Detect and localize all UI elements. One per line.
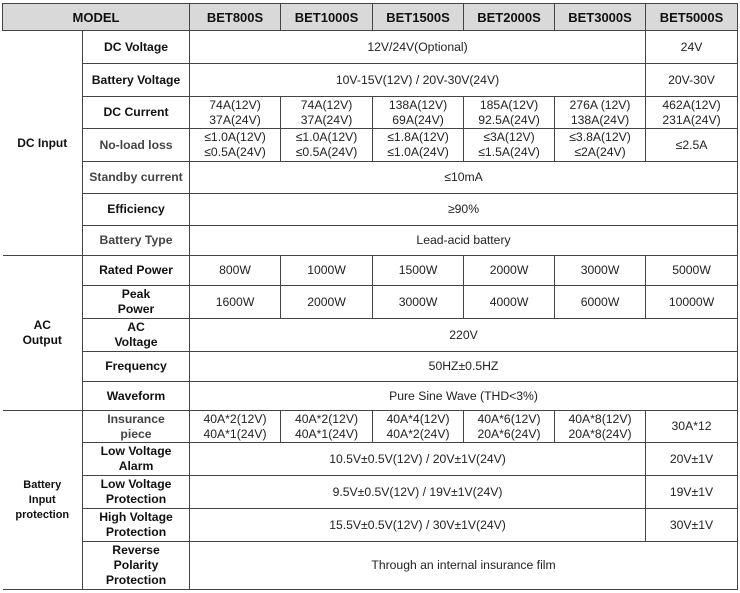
peak-power-label: Peak Power	[83, 286, 190, 319]
dc-current-bet5000s	[646, 97, 738, 129]
low-voltage-protection-row	[3, 476, 738, 509]
dc-current-bet1000s	[281, 97, 373, 129]
battery-type-value: Lead-acid battery	[190, 226, 738, 256]
rated-power-row	[3, 256, 738, 286]
frequency-value: 50HZ±0.5HZ	[190, 352, 738, 382]
dc-current-bet800s-24v: 37A(24V)	[209, 112, 261, 127]
efficiency-label: Efficiency	[83, 194, 190, 226]
dc-current-bet1000s-24v: 37A(24V)	[300, 112, 353, 127]
insurance-piece-bet3000s-12v: 40A*8(12V)	[568, 411, 632, 426]
no-load-loss-bet3000s	[555, 129, 646, 162]
dc-voltage-value: 12V/24V(Optional)	[190, 31, 646, 64]
high-voltage-protection-bet5000s: 30V±1V	[646, 509, 738, 542]
battery-voltage-row	[3, 64, 738, 97]
dc-voltage-row	[3, 31, 738, 64]
dc-current-bet1500s-24v: 69A(24V)	[392, 112, 444, 127]
no-load-loss-bet800s-24v: ≤0.5A(24V)	[204, 145, 266, 159]
dc-current-label: DC Current	[83, 97, 190, 129]
battery-voltage-label: Battery Voltage	[83, 64, 190, 97]
peak-power-bet5000s: 10000W	[646, 286, 738, 319]
standby-current-label: Standby current	[83, 162, 190, 194]
high-voltage-protection-value: 15.5V±0.5V(12V) / 30V±1V(24V)	[190, 509, 646, 542]
peak-power-bet1500s: 3000W	[373, 286, 464, 319]
battery-protection-group-label: Battery Input protection	[3, 411, 83, 590]
no-load-loss-bet1000s-12v: ≤1.0A(12V)	[295, 130, 358, 144]
model-bet2000s-header: BET2000S	[464, 4, 555, 31]
no-load-loss-bet3000s-12v: ≤3.8A(12V)	[569, 130, 631, 144]
dc-current-bet800s	[190, 97, 281, 129]
header-row	[3, 4, 738, 31]
insurance-piece-bet800s-24v: 40A*1(24V)	[203, 426, 267, 441]
low-voltage-alarm-bet5000s: 20V±1V	[646, 443, 738, 476]
insurance-piece-bet3000s-24v: 20A*8(24V)	[568, 426, 632, 441]
insurance-piece-bet1000s-12v: 40A*2(12V)	[295, 411, 359, 426]
waveform-value: Pure Sine Wave (THD<3%)	[190, 382, 738, 411]
dc-input-group-label: DC Input	[3, 31, 83, 256]
ac-voltage-label: AC Voltage	[83, 319, 190, 352]
dc-current-bet2000s	[464, 97, 555, 129]
ac-voltage-value: 220V	[190, 319, 738, 352]
rated-power-bet5000s: 5000W	[646, 256, 738, 286]
no-load-loss-bet2000s-12v: ≤3A(12V)	[483, 130, 535, 144]
dc-current-bet5000s-24v: 231A(24V)	[662, 112, 721, 127]
ac-voltage-row	[3, 319, 738, 352]
peak-power-bet1000s: 2000W	[281, 286, 373, 319]
insurance-piece-bet2000s	[464, 411, 555, 443]
frequency-row	[3, 352, 738, 382]
rated-power-bet1500s: 1500W	[373, 256, 464, 286]
high-voltage-protection-row	[3, 509, 738, 542]
dc-voltage-label: DC Voltage	[83, 31, 190, 64]
no-load-loss-bet2000s-24v: ≤1.5A(24V)	[478, 145, 540, 159]
rated-power-bet1000s: 1000W	[281, 256, 373, 286]
model-header: MODEL	[3, 4, 190, 31]
model-bet3000s-header: BET3000S	[555, 4, 646, 31]
standby-current-row	[3, 162, 738, 194]
dc-current-bet2000s-24v: 92.5A(24V)	[478, 112, 540, 127]
no-load-loss-bet1500s-24v: ≤1.0A(24V)	[387, 145, 449, 159]
insurance-piece-bet5000s: 30A*12	[646, 411, 738, 443]
insurance-piece-bet2000s-12v: 40A*6(12V)	[477, 411, 541, 426]
no-load-loss-bet3000s-24v: ≤2A(24V)	[574, 145, 626, 159]
no-load-loss-bet800s	[190, 129, 281, 162]
insurance-piece-bet1500s-24v: 40A*2(24V)	[386, 426, 450, 441]
no-load-loss-label: No-load loss	[83, 129, 190, 162]
battery-type-label: Battery Type	[83, 226, 190, 256]
model-bet1000s-header: BET1000S	[281, 4, 373, 31]
battery-voltage-bet5000s: 20V-30V	[646, 64, 738, 97]
insurance-piece-bet2000s-24v: 20A*6(24V)	[477, 426, 541, 441]
insurance-piece-bet800s	[190, 411, 281, 443]
no-load-loss-bet5000s: ≤2.5A	[646, 129, 738, 162]
dc-current-bet1000s-12v: 74A(12V)	[300, 97, 353, 112]
dc-current-bet800s-12v: 74A(12V)	[209, 97, 261, 112]
no-load-loss-bet1000s	[281, 129, 373, 162]
dc-current-row	[3, 97, 738, 129]
no-load-loss-bet1500s	[373, 129, 464, 162]
reverse-polarity-row	[3, 542, 738, 590]
dc-current-bet1500s	[373, 97, 464, 129]
reverse-polarity-value: Through an internal insurance film	[190, 542, 738, 590]
rated-power-bet800s: 800W	[190, 256, 281, 286]
waveform-row	[3, 382, 738, 411]
insurance-piece-bet800s-12v: 40A*2(12V)	[203, 411, 267, 426]
no-load-loss-row	[3, 129, 738, 162]
rated-power-bet3000s: 3000W	[555, 256, 646, 286]
specification-table	[2, 3, 738, 590]
no-load-loss-bet2000s	[464, 129, 555, 162]
peak-power-row	[3, 286, 738, 319]
no-load-loss-bet1000s-24v: ≤0.5A(24V)	[295, 145, 358, 159]
low-voltage-protection-label: Low Voltage Protection	[83, 476, 190, 509]
dc-current-bet3000s-24v: 138A(24V)	[570, 112, 630, 127]
spec-sheet	[2, 3, 737, 593]
insurance-piece-row	[3, 411, 738, 443]
low-voltage-alarm-label: Low Voltage Alarm	[83, 443, 190, 476]
dc-voltage-bet5000s: 24V	[646, 31, 738, 64]
standby-current-value: ≤10mA	[190, 162, 738, 194]
battery-type-row	[3, 226, 738, 256]
rated-power-label: Rated Power	[83, 256, 190, 286]
high-voltage-protection-label: High Voltage Protection	[83, 509, 190, 542]
no-load-loss-bet800s-12v: ≤1.0A(12V)	[204, 130, 266, 144]
dc-current-bet1500s-12v: 138A(12V)	[388, 97, 448, 112]
ac-output-group-label: AC Output	[3, 256, 83, 411]
dc-current-bet3000s-12v: 276A (12V)	[569, 97, 631, 112]
model-bet800s-header: BET800S	[190, 4, 281, 31]
reverse-polarity-label: Reverse Polarity Protection	[83, 542, 190, 590]
peak-power-bet800s: 1600W	[190, 286, 281, 319]
dc-current-bet5000s-12v: 462A(12V)	[662, 97, 721, 112]
dc-current-bet3000s	[555, 97, 646, 129]
insurance-piece-label: Insurance piece	[83, 411, 190, 443]
peak-power-bet2000s: 4000W	[464, 286, 555, 319]
insurance-piece-bet1000s	[281, 411, 373, 443]
low-voltage-protection-bet5000s: 19V±1V	[646, 476, 738, 509]
no-load-loss-bet1500s-12v: ≤1.8A(12V)	[387, 130, 449, 144]
insurance-piece-bet1500s	[373, 411, 464, 443]
rated-power-bet2000s: 2000W	[464, 256, 555, 286]
insurance-piece-bet1000s-24v: 40A*1(24V)	[295, 426, 359, 441]
model-bet1500s-header: BET1500S	[373, 4, 464, 31]
low-voltage-alarm-row	[3, 443, 738, 476]
waveform-label: Waveform	[83, 382, 190, 411]
model-bet5000s-header: BET5000S	[646, 4, 738, 31]
battery-voltage-value: 10V-15V(12V) / 20V-30V(24V)	[190, 64, 646, 97]
low-voltage-alarm-value: 10.5V±0.5V(12V) / 20V±1V(24V)	[190, 443, 646, 476]
dc-current-bet2000s-12v: 185A(12V)	[479, 97, 539, 112]
insurance-piece-bet3000s	[555, 411, 646, 443]
insurance-piece-bet1500s-12v: 40A*4(12V)	[386, 411, 450, 426]
frequency-label: Frequency	[83, 352, 190, 382]
efficiency-value: ≥90%	[190, 194, 738, 226]
efficiency-row	[3, 194, 738, 226]
low-voltage-protection-value: 9.5V±0.5V(12V) / 19V±1V(24V)	[190, 476, 646, 509]
peak-power-bet3000s: 6000W	[555, 286, 646, 319]
